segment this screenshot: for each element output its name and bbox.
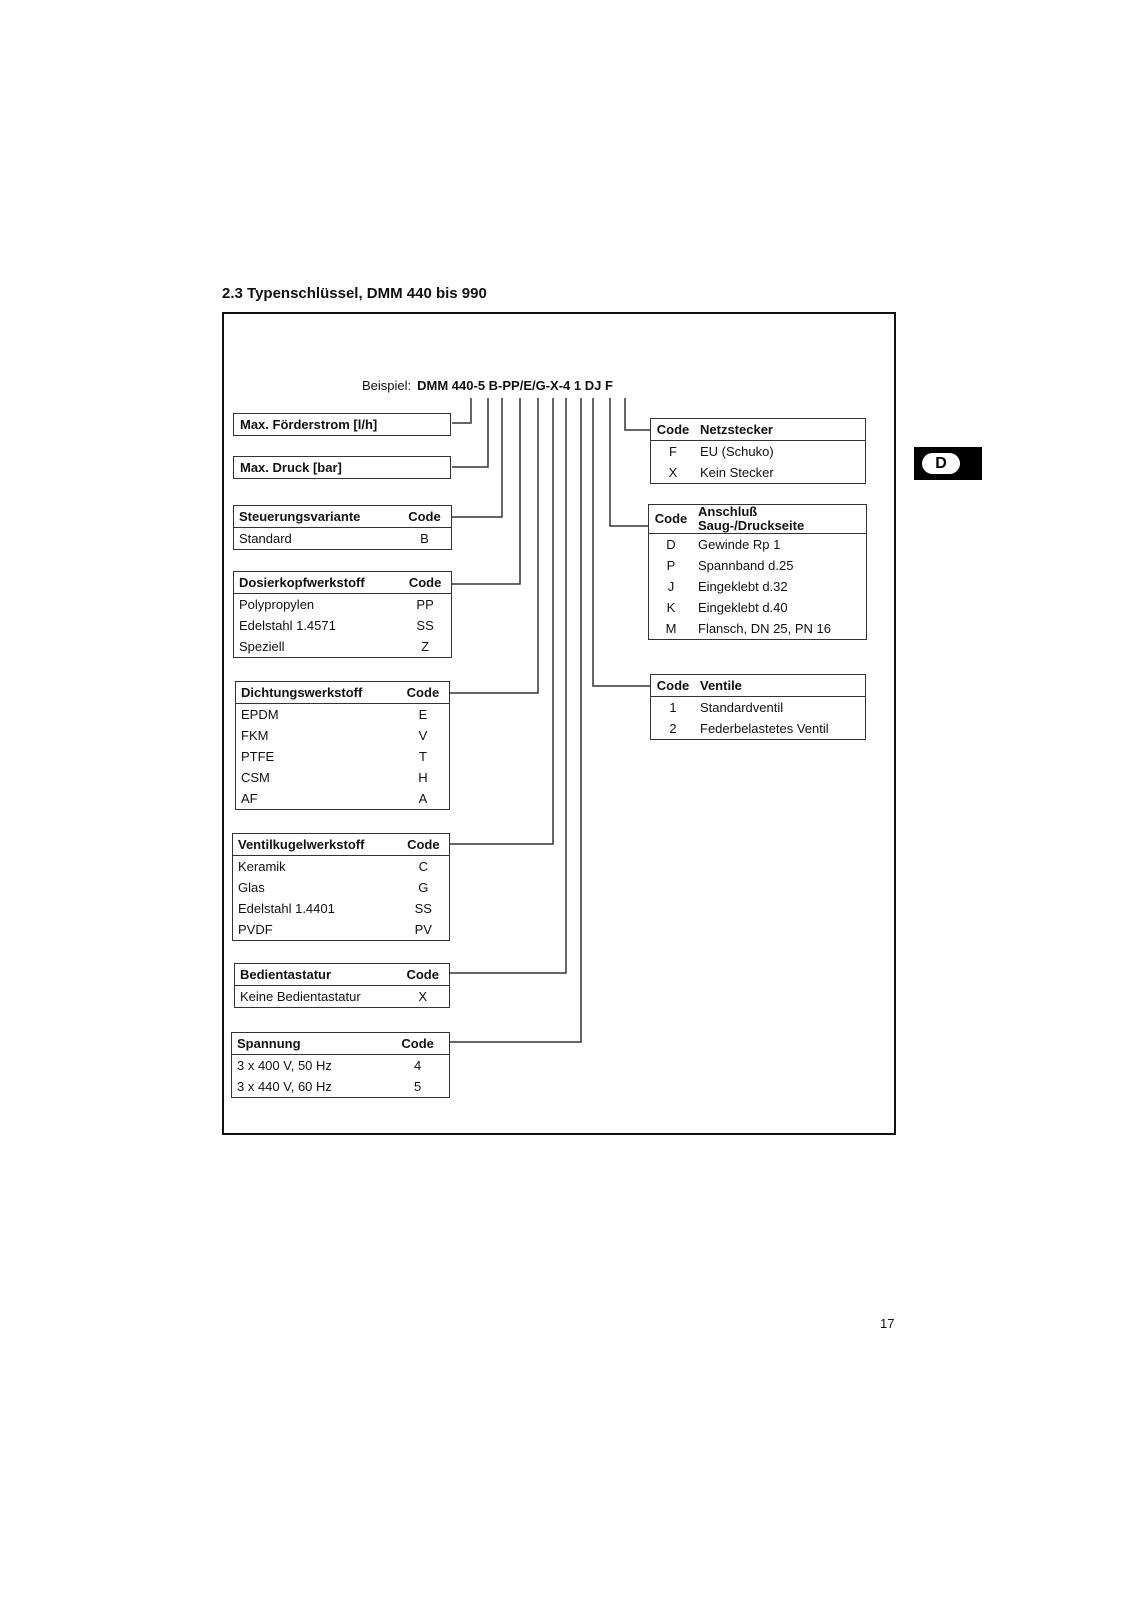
steuerung-table: [233, 505, 452, 550]
table-row: [649, 555, 867, 576]
row-label: Eingeklebt d.32: [698, 579, 788, 594]
steuerung-code-header: Code: [398, 506, 452, 528]
row-label: PTFE: [241, 749, 275, 764]
row-code: F: [669, 444, 677, 459]
row-label: Standardventil: [700, 700, 784, 715]
netzstecker-table: [650, 418, 866, 484]
anschluss-title: [693, 505, 867, 534]
example-code: DMM 440-5 B-PP/E/G-X-4 1 DJ F: [417, 378, 613, 393]
row-code: X: [668, 465, 678, 480]
spannung-table: [231, 1032, 450, 1098]
row-code: 5: [414, 1079, 422, 1094]
table-row: [234, 528, 452, 550]
row-label: Flansch, DN 25, PN 16: [698, 621, 831, 636]
table-row: [651, 462, 866, 484]
row-code: SS: [416, 618, 434, 633]
dosierkopf-table: [233, 571, 452, 658]
row-label: Keramik: [238, 859, 286, 874]
row-code: C: [418, 859, 428, 874]
row-code: E: [418, 707, 428, 722]
dichtung-title: Dichtungswerkstoff: [236, 682, 397, 704]
row-code: J: [667, 579, 675, 594]
row-label: Edelstahl 1.4401: [238, 901, 335, 916]
row-code: V: [418, 728, 428, 743]
ventilkugel-title: Ventilkugelwerkstoff: [233, 834, 398, 856]
ventilkugel-table: [232, 833, 450, 941]
anschluss-code-header: Code: [649, 505, 694, 534]
row-code: H: [418, 770, 428, 785]
spannung-code-header: Code: [386, 1033, 449, 1055]
table-row: [234, 594, 452, 616]
netzstecker-title: Netzstecker: [695, 419, 866, 441]
table-row: [233, 856, 450, 878]
row-label: AF: [241, 791, 258, 806]
row-code: K: [666, 600, 676, 615]
row-code: PV: [414, 922, 432, 937]
table-row: [651, 441, 866, 463]
ventile-table: [650, 674, 866, 740]
row-code: T: [418, 749, 427, 764]
table-row: [651, 697, 866, 719]
max-pressure-box: Max. Druck [bar]: [233, 456, 451, 479]
row-label: Gewinde Rp 1: [698, 537, 781, 552]
row-code: A: [418, 791, 428, 806]
row-code: 4: [414, 1058, 422, 1073]
max-flow-box: Max. Förderstrom [l/h]: [233, 413, 451, 436]
page-number: 17: [880, 1316, 895, 1331]
table-row: [649, 618, 867, 640]
steuerung-title: Steuerungsvariante: [234, 506, 398, 528]
row-label: PVDF: [238, 922, 273, 937]
table-row: [233, 898, 450, 919]
language-tab: [914, 447, 982, 480]
row-label: 3 x 400 V, 50 Hz: [237, 1058, 332, 1073]
table-row: [233, 877, 450, 898]
ventile-code-header: Code: [651, 675, 696, 697]
dosierkopf-code-header: Code: [399, 572, 451, 594]
row-label: Eingeklebt d.40: [698, 600, 788, 615]
spannung-title: Spannung: [232, 1033, 387, 1055]
row-label: Federbelastetes Ventil: [700, 721, 829, 736]
dosierkopf-title: Dosierkopfwerkstoff: [234, 572, 400, 594]
anschluss-table: [648, 504, 867, 640]
ventilkugel-code-header: Code: [398, 834, 450, 856]
row-label: Polypropylen: [239, 597, 315, 612]
dichtung-code-header: Code: [397, 682, 450, 704]
netzstecker-code-header: Code: [651, 419, 696, 441]
row-code: G: [418, 880, 429, 895]
bedien-code-header: Code: [396, 964, 449, 986]
table-row: [235, 986, 450, 1008]
table-row: [236, 767, 450, 788]
ventile-title: Ventile: [695, 675, 866, 697]
row-label: CSM: [241, 770, 270, 785]
row-label: Speziell: [239, 639, 285, 654]
row-label: Glas: [238, 880, 265, 895]
row-label: EU (Schuko): [700, 444, 774, 459]
table-row: [236, 704, 450, 726]
anschluss-title-line2: Saug-/Druckseite: [698, 518, 805, 533]
row-code: SS: [414, 901, 432, 916]
example-label: Beispiel:: [362, 378, 412, 393]
row-label: Standard: [239, 531, 292, 546]
table-row: [232, 1055, 450, 1077]
table-row: [234, 615, 452, 636]
bedien-title: Bedientastatur: [235, 964, 397, 986]
table-row: [649, 534, 867, 556]
anschluss-title-line1: Anschluß: [698, 504, 758, 519]
row-code: M: [665, 621, 677, 636]
row-code: Z: [421, 639, 430, 654]
row-code: D: [666, 537, 676, 552]
bedien-table: [234, 963, 450, 1008]
row-code: PP: [416, 597, 434, 612]
table-row: [236, 746, 450, 767]
row-code: B: [420, 531, 429, 546]
row-label: Keine Bedientastatur: [240, 989, 361, 1004]
row-label: Edelstahl 1.4571: [239, 618, 336, 633]
section-heading: 2.3 Typenschlüssel, DMM 440 bis 990: [222, 285, 487, 302]
row-label: Spannband d.25: [698, 558, 794, 573]
dichtung-table: [235, 681, 450, 810]
row-code: 2: [669, 721, 677, 736]
row-label: EPDM: [241, 707, 279, 722]
row-label: 3 x 440 V, 60 Hz: [237, 1079, 332, 1094]
table-row: [649, 597, 867, 618]
table-row: [651, 718, 866, 740]
row-label: FKM: [241, 728, 269, 743]
table-row: [236, 725, 450, 746]
table-row: [236, 788, 450, 810]
table-row: [233, 919, 450, 941]
table-row: [649, 576, 867, 597]
table-row: [232, 1076, 450, 1098]
row-code: 1: [669, 700, 677, 715]
row-code: X: [418, 989, 428, 1004]
table-row: [234, 636, 452, 658]
language-tab-label: D: [922, 453, 960, 474]
row-code: P: [666, 558, 676, 573]
row-label: Kein Stecker: [700, 465, 774, 480]
